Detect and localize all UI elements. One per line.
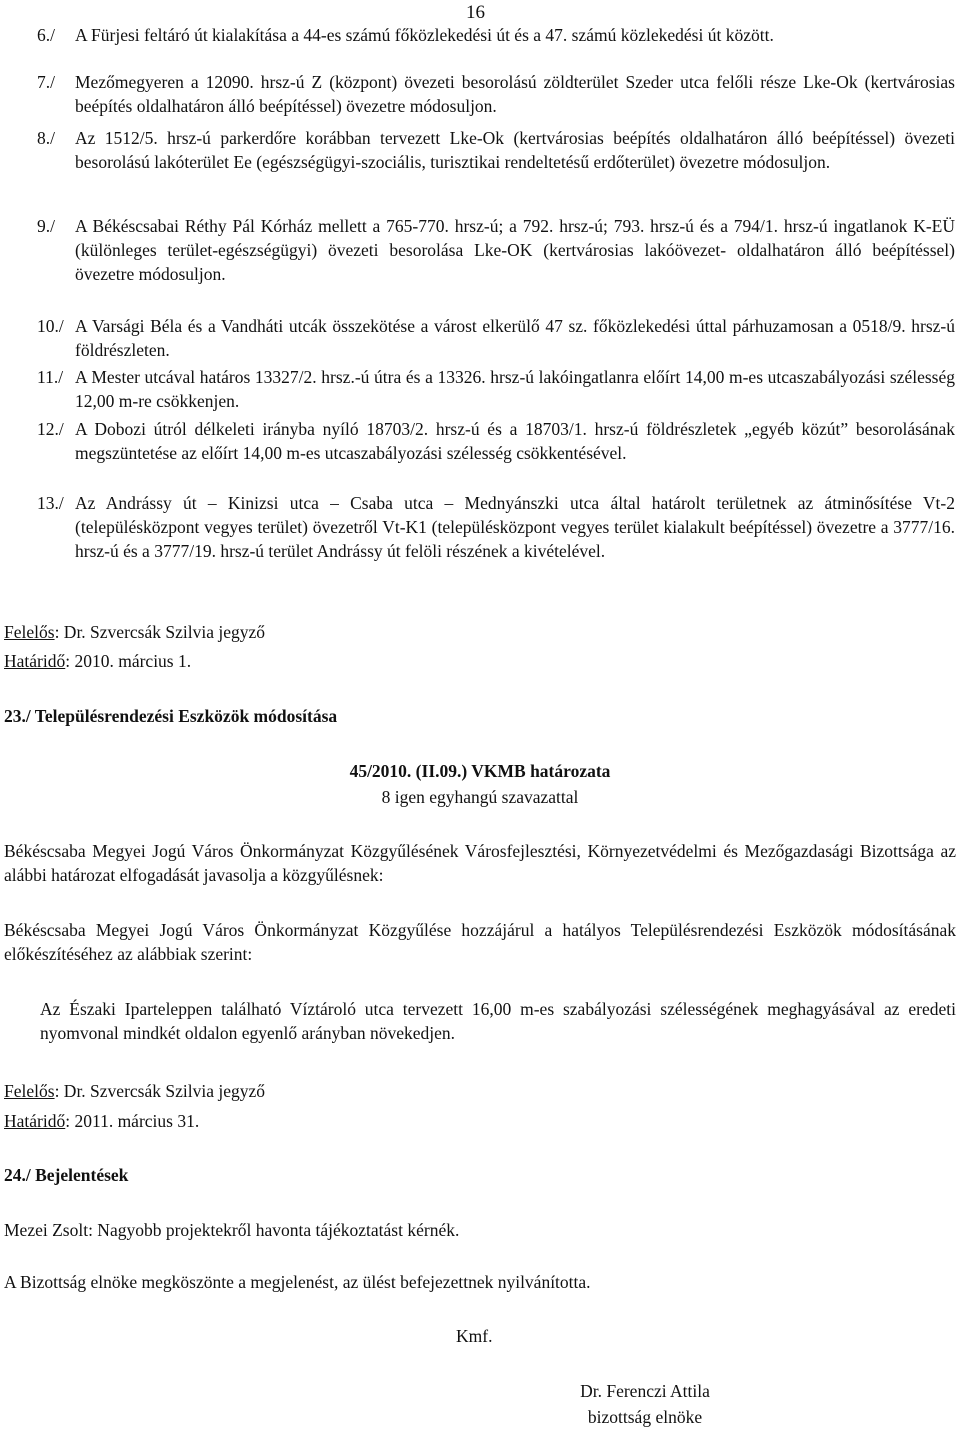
item-number: 11./ xyxy=(37,367,64,388)
deadline-value: : 2011. március 31. xyxy=(65,1111,200,1131)
section-heading-23: 23./ Településrendezési Eszközök módosítása xyxy=(4,706,338,726)
item-number: 12./ xyxy=(37,419,64,440)
deadline-label: Határidő xyxy=(4,1111,66,1131)
list-item xyxy=(37,24,955,71)
responsible-value: : Dr. Szvercsák Szilvia jegyző xyxy=(54,1081,265,1101)
signer-title: bizottság elnöke xyxy=(587,1407,703,1427)
list-item xyxy=(37,418,955,492)
resolution-vote: 8 igen egyhangú szavazattal xyxy=(381,787,579,807)
item-text: Mezőmegyeren a 12090. hrsz-ú Z (központ) övezeti besorolású zöldterület Szeder utca felőli része Lke-Ok (kertvárosias beépítés oldalhatáron álló beépítéssel) övezetre módosuljon. xyxy=(75,72,955,117)
item-text: A Varsági Béla és a Vandháti utcák összekötése a várost elkerülő 47 sz. főközlekedési úttal párhuzamosan a 0518/9. hrsz-ú földrészleten. xyxy=(75,316,955,361)
item-number: 10./ xyxy=(37,316,64,337)
list-item xyxy=(37,366,955,418)
list-item xyxy=(37,315,955,366)
item-number: 6./ xyxy=(37,25,55,45)
item-text: A Dobozi útról délkeleti irányba nyíló 18703/2. hrsz-ú és a 18703/1. hrsz-ú földrészletek „egyéb közút” besorolásának megszüntetése az előírt 14,00 m-es utcaszabályozási szélesség csökkentésével. xyxy=(75,419,955,464)
paragraph-closing: A Bizottság elnöke megköszönte a megjelenést, az ülést befejezettnek nyilvánította. xyxy=(4,1272,591,1292)
resolution-title: 45/2010. (II.09.) VKMB határozata xyxy=(349,761,611,781)
deadline-value: : 2010. március 1. xyxy=(65,651,192,671)
kmf-label: Kmf. xyxy=(456,1326,493,1346)
paragraph-committee: Békéscsaba Megyei Jogú Város Önkormányzat Közgyűlésének Városfejlesztési, Környezetvédelmi és Mezőgazdasági Bizottsága az alábbi határozat elfogadását javasolja a közgyűlésnek: xyxy=(4,841,956,885)
item-number: 8./ xyxy=(37,128,55,149)
list-item xyxy=(37,127,955,215)
responsible-value: : Dr. Szvercsák Szilvia jegyző xyxy=(54,622,265,642)
paragraph-announcement: Mezei Zsolt: Nagyobb projektekről havonta tájékoztatást kérnék. xyxy=(4,1220,460,1240)
item-text: A Békéscsabai Réthy Pál Kórház mellett a 765-770. hrsz-ú; a 792. hrsz-ú; 793. hrsz-ú és a 794/1. hrsz-ú ingatlanok K-EÜ (különleges terület-egészségügyi) övezeti besorolása Lke-OK (kertvárosias lakóövezet- oldalhatáron álló beépítéssel) övezetre módosuljon. xyxy=(75,216,955,284)
responsible-label: Felelős xyxy=(4,1081,55,1101)
list-item xyxy=(37,492,955,563)
item-text: Az Andrássy út – Kinizsi utca – Csaba utca – Mednyánszki utca által határolt területnek az átminősítése Vt-2 (településközpont vegyes terület) övezetről Vt-K1 (településközpont vegyes terület kialakult beépítéssel) övezetre a 3777/16. hrsz-ú és a 3777/19. hrsz-ú terület Andrássy út felöli részének a kivételével. xyxy=(75,493,955,561)
responsible-line-1 xyxy=(4,621,265,645)
section-heading-24: 24./ Bejelentések xyxy=(4,1165,129,1185)
deadline-label: Határidő xyxy=(4,651,66,671)
item-text: A Fürjesi feltáró út kialakítása a 44-es számú főközlekedési út és a 47. számú közlekedési út között. xyxy=(75,25,774,45)
responsible-label: Felelős xyxy=(4,622,55,642)
item-text: A Mester utcával határos 13327/2. hrsz.-ú útra és a 13326. hrsz-ú lakóingatlanra előírt 14,00 m-es utcaszabályozási szélesség 12,00 m-re csökkenjen. xyxy=(75,367,955,412)
item-number: 13./ xyxy=(37,493,64,514)
item-text: Az 1512/5. hrsz-ú parkerdőre korábban tervezett Lke-Ok (kertvárosias beépítés oldalhatáron álló beépítéssel) övezeti besorolású lakóterület Ee (egészségügyi-szociális, turisztikai rendeltetésű erdőterület) övezetre módosuljon. xyxy=(75,128,955,173)
list-item xyxy=(37,71,955,127)
item-number: 7./ xyxy=(37,72,55,93)
paragraph-decision: Az Északi Iparteleppen található Víztároló utca tervezett 16,00 m-es szabályozási szélességének meghagyásával az eredeti nyomvonal mindkét oldalon egyenlő arányban növekedjen. xyxy=(40,999,956,1043)
paragraph-assembly: Békéscsaba Megyei Jogú Város Önkormányzat Közgyűlése hozzájárul a hatályos Településrendezési Eszközök módosításának előkészítéséhez az alábbiak szerint: xyxy=(4,920,956,964)
item-number: 9./ xyxy=(37,216,55,237)
signer-name: Dr. Ferenczi Attila xyxy=(580,1381,710,1401)
item-list xyxy=(37,24,955,564)
page-number: 16 xyxy=(466,2,485,23)
list-item xyxy=(37,215,955,315)
deadline-line-2 xyxy=(4,1110,199,1134)
responsible-line-2 xyxy=(4,1080,265,1104)
deadline-line-1 xyxy=(4,650,191,674)
